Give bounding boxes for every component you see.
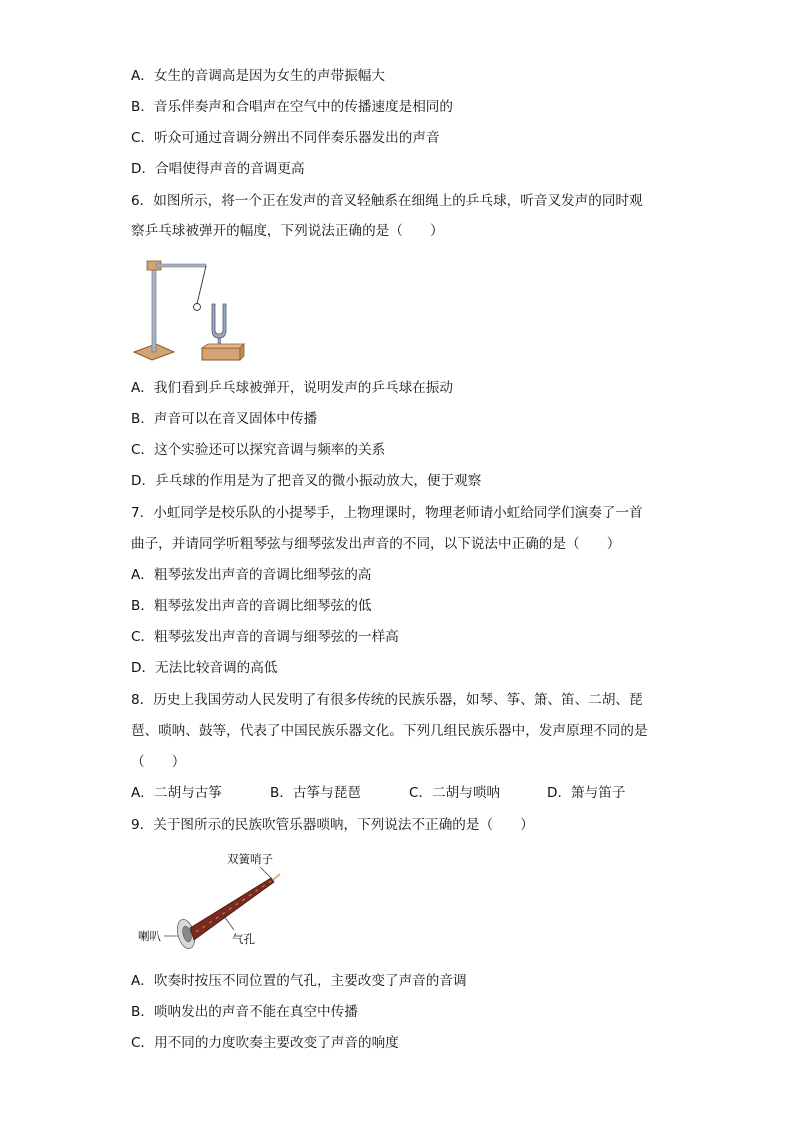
tuning-fork-figure [130, 252, 250, 364]
q5-option-c: C．听众可通过音调分辨出不同伴奏乐器发出的声音 [131, 130, 440, 146]
q5-option-a: A．女生的音调高是因为女生的声带振幅大 [131, 68, 385, 84]
label-hole: 气孔 [232, 932, 255, 946]
q7-stem-line-2: 曲子，并请同学听粗琴弦与细琴弦发出声音的不同，以下说法中正确的是（ ） [131, 536, 621, 552]
stand-rod [152, 264, 156, 352]
q8-option-c: C．二胡与唢呐 [409, 785, 501, 801]
q6-stem-line-2: 察乒乓球被弹开的幅度，下列说法正确的是（ ） [131, 223, 444, 239]
q7-option-d: D．无法比较音调的高低 [131, 660, 278, 676]
q6-option-d: D．乒乓球的作用是为了把音叉的微小振动放大，便于观察 [131, 473, 482, 489]
stand-arm [156, 264, 206, 267]
q8-option-a: A．二胡与古筝 [131, 785, 222, 801]
tuning-fork-base [202, 348, 240, 360]
q8-stem-line-1: 8．历史上我国劳动人民发明了有很多传统的民族乐器，如琴、筝、箫、笛、二胡、琵 [131, 692, 643, 708]
q5-option-d: D．合唱使得声音的音调更高 [131, 161, 305, 177]
pointer-hole [224, 916, 234, 930]
q7-option-b: B．粗琴弦发出声音的音调比细琴弦的低 [131, 598, 372, 614]
q7-stem-line-1: 7．小虹同学是校乐队的小提琴手，上物理课时，物理老师请小虹给同学们演奏了一首 [131, 505, 643, 521]
q5-option-b: B．音乐伴奏声和合唱声在空气中的传播速度是相同的 [131, 99, 453, 115]
q9-option-c: C．用不同的力度吹奏主要改变了声音的响度 [131, 1035, 399, 1051]
q8-options [131, 783, 671, 803]
q6-stem-line-1: 6．如图所示，将一个正在发声的音叉轻触系在细绳上的乒乓球，听音叉发声的同时观 [131, 193, 643, 209]
q8-stem-line-3: （ ） [131, 754, 186, 770]
q6-option-a: A．我们看到乒乓球被弹开，说明发声的乒乓球在振动 [131, 380, 453, 396]
suona-body [190, 878, 274, 940]
q8-option-d: D．箫与笛子 [547, 785, 626, 801]
q9-stem: 9．关于图所示的民族吹管乐器唢呐，下列说法不正确的是（ ） [131, 817, 534, 833]
label-reed: 双簧哨子 [227, 852, 273, 866]
pointer-reed [260, 867, 272, 879]
string [197, 266, 206, 304]
q9-option-a: A．吹奏时按压不同位置的气孔，主要改变了声音的音调 [131, 973, 467, 989]
q7-option-c: C．粗琴弦发出声音的音调与细琴弦的一样高 [131, 629, 399, 645]
suona-figure [134, 846, 294, 956]
suona-reed [273, 874, 280, 880]
q7-option-a: A．粗琴弦发出声音的音调比细琴弦的高 [131, 567, 372, 583]
q6-option-c: C．这个实验还可以探究音调与频率的关系 [131, 442, 386, 458]
q8-stem-line-2: 琶、唢呐、鼓等，代表了中国民族乐器文化。下列几组民族乐器中，发声原理不同的是 [131, 723, 648, 739]
ping-pong-ball [194, 304, 201, 311]
tuning-fork [212, 304, 226, 338]
q8-option-b: B．古筝与琵琶 [270, 785, 361, 801]
label-bell: 喇叭 [138, 929, 161, 943]
q9-option-b: B．唢呐发出的声音不能在真空中传播 [131, 1004, 358, 1020]
q6-option-b: B．声音可以在音叉固体中传播 [131, 411, 318, 427]
